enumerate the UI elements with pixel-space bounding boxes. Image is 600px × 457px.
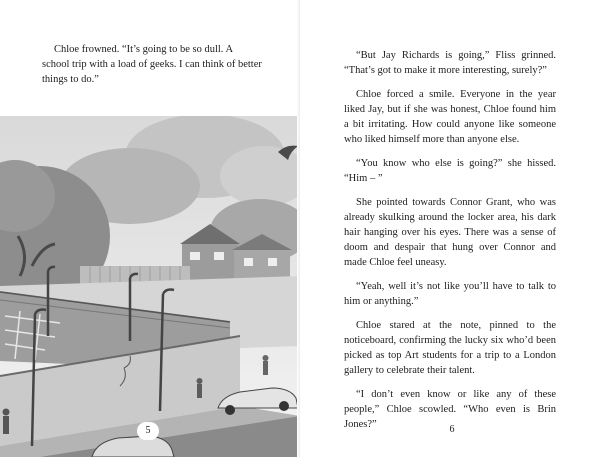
right-paragraph-2: Chloe forced a smile. Everyone in the year liked Jay, but if she was honest, Chloe found him a bit irritating. How could anyone like someone who liked himself more than anyone else. — [344, 89, 556, 145]
right-paragraph-7: “I don’t even know or like any of these people,” Chloe scowled. “Who even is Brin Jones?” — [344, 389, 556, 430]
left-page-number: 5 — [137, 422, 159, 440]
street-illustration — [0, 116, 300, 457]
right-page-text — [344, 48, 556, 441]
right-page-number: 6 — [449, 424, 455, 435]
right-paragraph-4: She pointed towards Connor Grant, who was already skulking around the locker area, his dark hair hanging over his eyes. There was a sense of doom and despair that hung over Connor and made Chloe feel uneasy. — [344, 197, 556, 268]
right-paragraph-1: “But Jay Richards is going,” Fliss grinned. “That’s got to make it more interesting, surely?” — [344, 50, 556, 76]
right-paragraph-6: Chloe stared at the note, pinned to the noticeboard, confirming the lucky six who’d been picked as top Art students for a trip to a London gallery to celebrate their talent. — [344, 320, 556, 376]
left-page-paragraph: Chloe frowned. “It’s going to be so dull. A school trip with a load of geeks. I can think of better things to do.” — [42, 44, 262, 85]
right-paragraph-5: “Yeah, well it’s not like you’ll have to talk to him or anything.” — [344, 281, 556, 307]
right-paragraph-3: “You know who else is going?” she hissed. “Him – ” — [344, 158, 556, 184]
